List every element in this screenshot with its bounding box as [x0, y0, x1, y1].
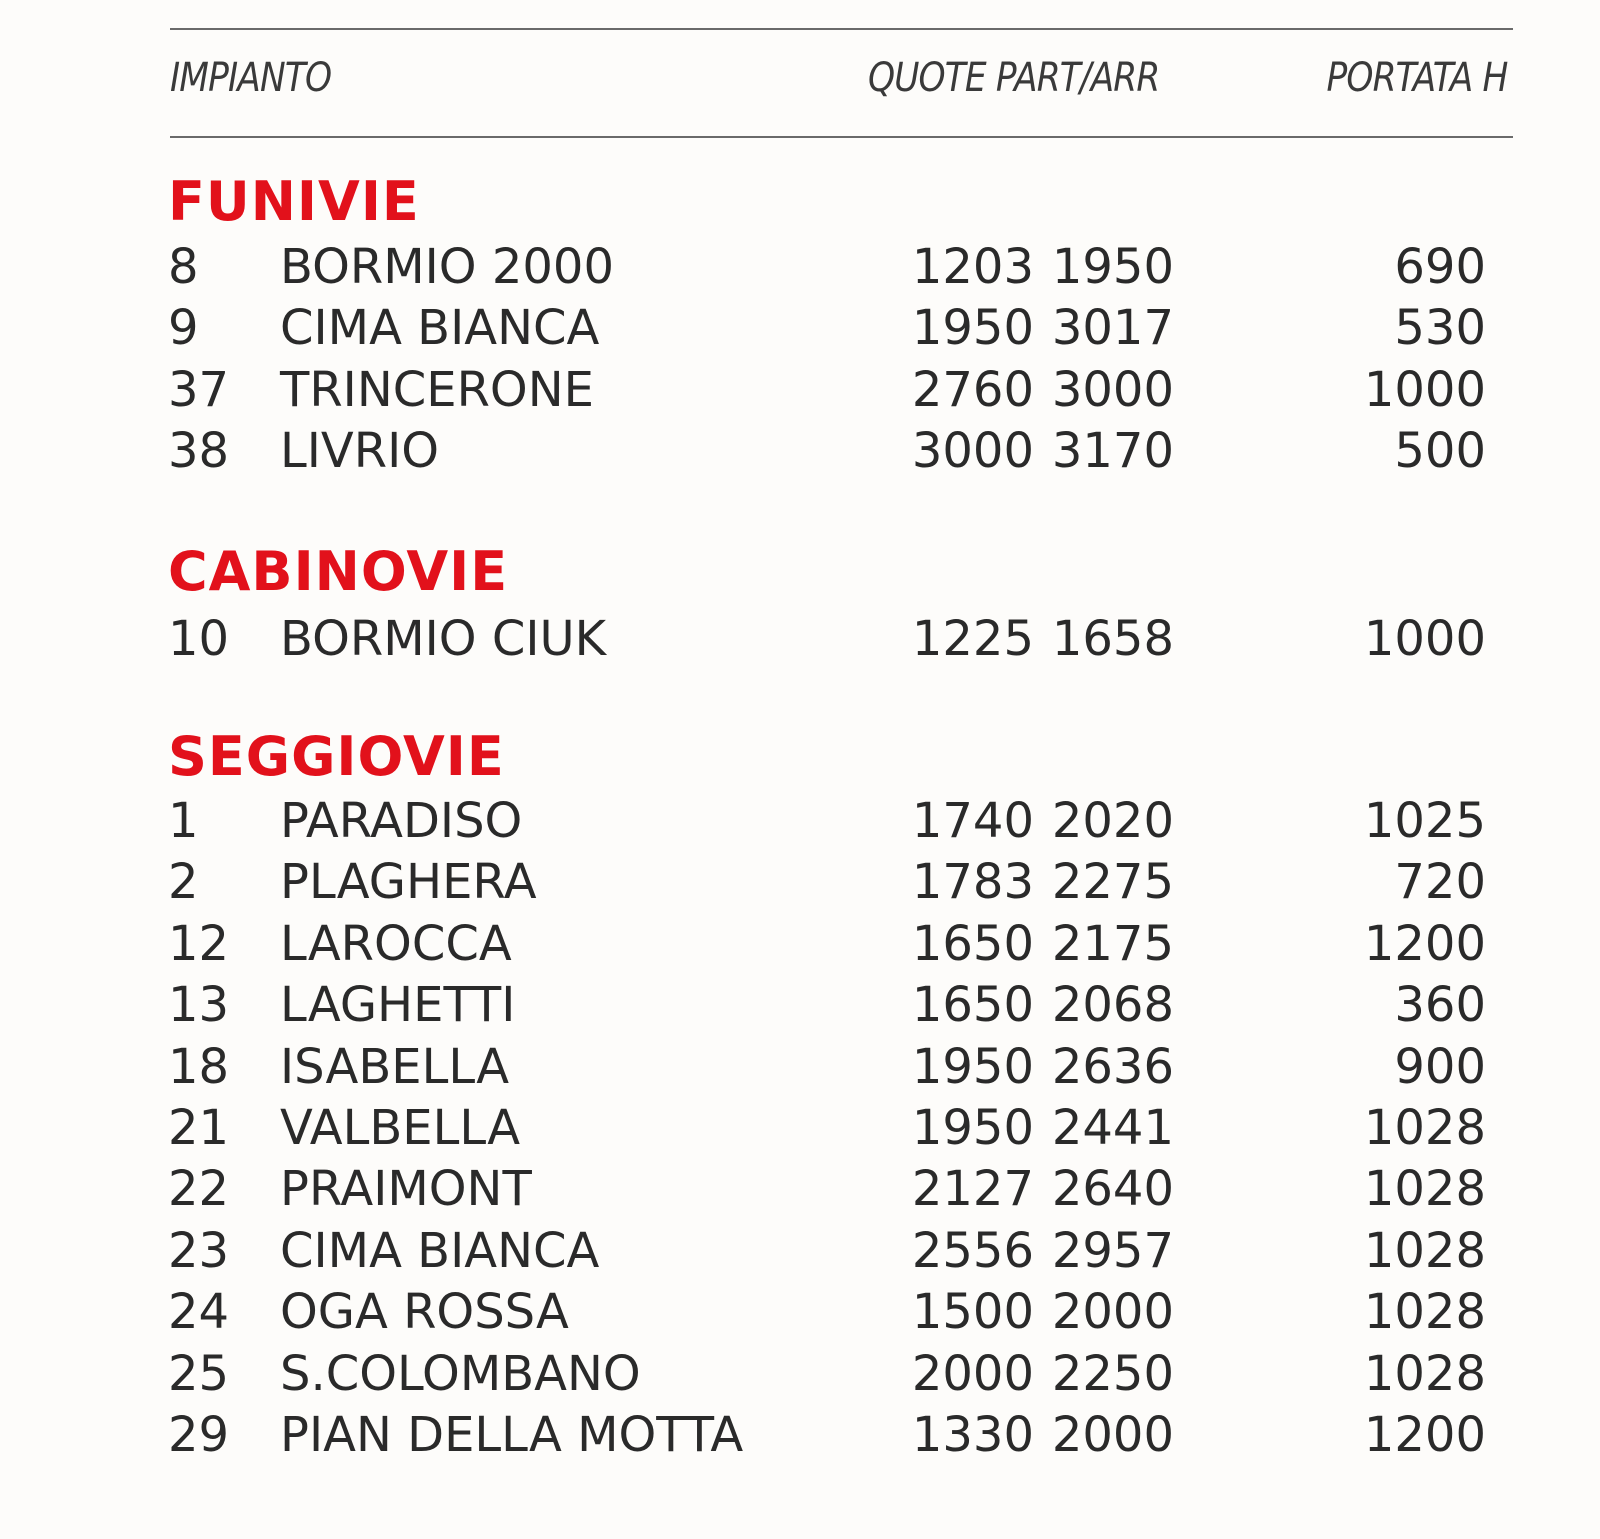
lift-number: 21 — [168, 1100, 230, 1156]
lift-number: 8 — [168, 239, 199, 295]
portata-oraria: 720 — [1394, 854, 1486, 911]
lift-number: 1 — [168, 793, 199, 849]
top-rule — [170, 28, 1513, 30]
lift-name: TRINCERONE — [280, 361, 594, 418]
quota-arrivo: 1658 — [1051, 611, 1174, 667]
lift-number: 23 — [168, 1222, 230, 1279]
quota-arrivo: 2957 — [1051, 1222, 1174, 1279]
lift-name: PRAIMONT — [280, 1161, 532, 1218]
quota-partenza: 2000 — [911, 1345, 1034, 1402]
lift-number: 24 — [168, 1284, 230, 1341]
table-row — [0, 1281, 1600, 1343]
quota-arrivo: 2000 — [1051, 1284, 1174, 1341]
quota-arrivo: 3170 — [1051, 423, 1174, 480]
table-row — [0, 1343, 1600, 1405]
quota-partenza: 1650 — [911, 977, 1034, 1034]
lift-name: CIMA BIANCA — [280, 300, 600, 357]
section-title-cabinovie: CABINOVIE — [168, 540, 509, 603]
table-row — [0, 420, 1600, 482]
portata-oraria: 1000 — [1363, 611, 1486, 667]
quota-partenza: 1203 — [911, 239, 1034, 295]
quota-arrivo: 2175 — [1051, 915, 1174, 972]
quota-partenza: 1950 — [911, 300, 1034, 357]
lift-number: 38 — [168, 423, 230, 480]
lift-number: 22 — [168, 1161, 230, 1218]
lift-name: LIVRIO — [280, 423, 440, 480]
lift-number: 37 — [168, 361, 230, 418]
quota-partenza: 1783 — [911, 854, 1034, 911]
lift-name: BORMIO CIUK — [280, 611, 607, 667]
lift-name: LAROCCA — [280, 915, 512, 972]
quota-arrivo: 2640 — [1051, 1161, 1174, 1218]
portata-oraria: 1028 — [1363, 1345, 1486, 1402]
header-rule — [170, 136, 1513, 138]
portata-oraria: 1025 — [1363, 793, 1486, 849]
lift-name: CIMA BIANCA — [280, 1222, 600, 1279]
lift-number: 13 — [168, 977, 230, 1034]
quota-arrivo: 2636 — [1051, 1038, 1174, 1095]
portata-oraria: 530 — [1394, 300, 1486, 357]
table-row — [0, 851, 1600, 913]
table-row — [0, 297, 1600, 359]
quota-partenza: 1740 — [911, 793, 1034, 849]
quota-partenza: 1225 — [911, 611, 1034, 667]
table-row — [0, 1220, 1600, 1282]
section-title-funivie: FUNIVIE — [168, 170, 420, 233]
lift-name: S.COLOMBANO — [280, 1345, 641, 1402]
table-row — [0, 236, 1600, 298]
table-row — [0, 1158, 1600, 1220]
portata-oraria: 1028 — [1363, 1100, 1486, 1156]
column-header-portata: PORTATA H — [1326, 55, 1508, 101]
lift-name: PIAN DELLA MOTTA — [280, 1407, 744, 1463]
quota-partenza: 1950 — [911, 1100, 1034, 1156]
quota-arrivo: 2275 — [1051, 854, 1174, 911]
quota-arrivo: 3000 — [1051, 361, 1174, 418]
quota-partenza: 2760 — [911, 361, 1034, 418]
portata-oraria: 1200 — [1363, 915, 1486, 972]
lift-name: VALBELLA — [280, 1100, 521, 1156]
lift-name: ISABELLA — [280, 1038, 510, 1095]
lift-name: BORMIO 2000 — [280, 239, 614, 295]
quota-partenza: 1650 — [911, 915, 1034, 972]
lift-name: LAGHETTI — [280, 977, 516, 1034]
table-row — [0, 790, 1600, 852]
lift-number: 9 — [168, 300, 199, 357]
quota-arrivo: 1950 — [1051, 239, 1174, 295]
quota-partenza: 2127 — [911, 1161, 1034, 1218]
quota-arrivo: 2000 — [1051, 1407, 1174, 1463]
quota-arrivo: 3017 — [1051, 300, 1174, 357]
portata-oraria: 1000 — [1363, 361, 1486, 418]
table-row — [0, 913, 1600, 975]
portata-oraria: 1028 — [1363, 1161, 1486, 1218]
table-row — [0, 608, 1600, 670]
portata-oraria: 1028 — [1363, 1222, 1486, 1279]
table-row — [0, 1404, 1600, 1466]
quota-partenza: 1500 — [911, 1284, 1034, 1341]
lift-name: OGA ROSSA — [280, 1284, 569, 1341]
portata-oraria: 1028 — [1363, 1284, 1486, 1341]
table-row — [0, 1097, 1600, 1159]
lift-number: 2 — [168, 854, 199, 911]
lift-number: 10 — [168, 611, 230, 667]
section-title-seggiovie: SEGGIOVIE — [168, 725, 505, 788]
lift-name: PLAGHERA — [280, 854, 537, 911]
table-row — [0, 974, 1600, 1036]
quota-arrivo: 2068 — [1051, 977, 1174, 1034]
lift-number: 12 — [168, 915, 230, 972]
portata-oraria: 360 — [1394, 977, 1486, 1034]
lift-name: PARADISO — [280, 793, 523, 849]
quota-partenza: 3000 — [911, 423, 1034, 480]
quota-partenza: 1950 — [911, 1038, 1034, 1095]
lift-number: 18 — [168, 1038, 230, 1095]
lift-number: 29 — [168, 1407, 230, 1463]
quota-arrivo: 2441 — [1051, 1100, 1174, 1156]
quota-partenza: 2556 — [911, 1222, 1034, 1279]
lift-number: 25 — [168, 1345, 230, 1402]
portata-oraria: 1200 — [1363, 1407, 1486, 1463]
quota-arrivo: 2020 — [1051, 793, 1174, 849]
quota-partenza: 1330 — [911, 1407, 1034, 1463]
portata-oraria: 900 — [1394, 1038, 1486, 1095]
column-header-impianto: IMPIANTO — [170, 55, 332, 101]
portata-oraria: 500 — [1394, 423, 1486, 480]
table-row — [0, 1036, 1600, 1098]
column-header-quote: QUOTE PART/ARR — [868, 55, 1160, 101]
quota-arrivo: 2250 — [1051, 1345, 1174, 1402]
portata-oraria: 690 — [1394, 239, 1486, 295]
table-row — [0, 359, 1600, 421]
